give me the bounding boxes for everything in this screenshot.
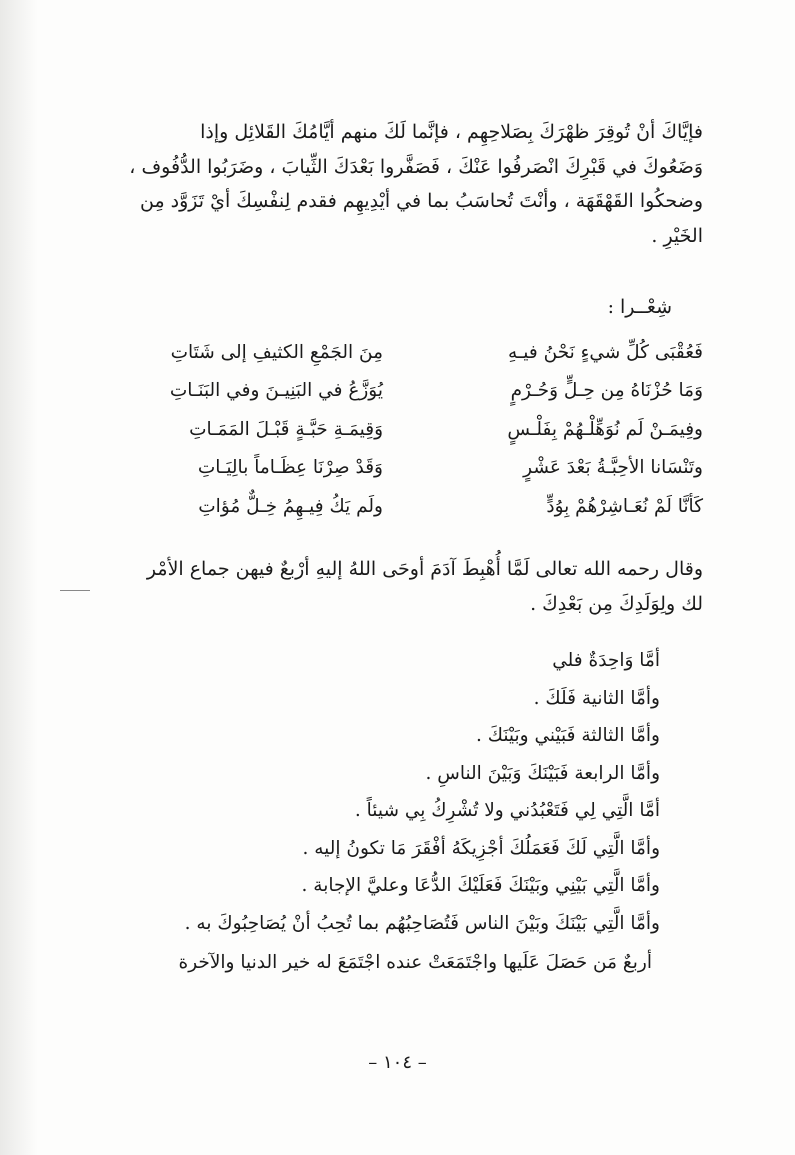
second-paragraph xyxy=(91,552,703,621)
paragraph-line: الخَيْرِ . xyxy=(651,224,703,247)
verse xyxy=(83,372,703,411)
verse-second-hemistich: ولَم يَكُ فِيـهِمُ خِـلٌّ مُؤاتِ xyxy=(198,495,383,517)
closing-line: أربعٌ مَن حَصَلَ عَلَيها واجْتَمَعَتْ عنده اجْتَمَعَ له خير الدنيا والآخرة xyxy=(178,952,652,973)
list-item: وأمَّا الثانية فَلَكَ . xyxy=(533,687,660,709)
list-item: أمَّا وَاحِدَةٌ فلي xyxy=(552,650,660,671)
poem xyxy=(83,333,703,526)
verse-first-hemistich: وتَنْسَانا الأحِبَّـةُ بَعْدَ عَشْرٍ xyxy=(523,457,703,479)
verse-first-hemistich: فَعُقْبَى كُلِّ شيءٍ نَحْنُ فيـهِ xyxy=(507,341,703,363)
list-item: وأمَّا الَّتِي بَيْنَكَ وبَيْنَ الناس فَتُصَاحِبُهُم بما تُحِبُ أنْ يُصَاحِبُوكَ به . xyxy=(184,912,660,934)
verse-second-hemistich: وَقِيمَـةِ حَبَّـةٍ قَبْـلَ المَمَـاتِ xyxy=(189,418,383,440)
paragraph-line: وقال رحمه الله تعالى لَمَّا أُهْبِطَ آدَمَ أوحَى اللهُ إليهِ أرْبعٌ فيهن جماع الأمْر xyxy=(146,558,703,580)
paragraph-line: فإيَّاكَ أنْ تُوقِرَ ظهْرَكَ بِصَلاحِهِم ، فإنَّما لَكَ منهم أيَّامُكَ القَلائِل وإذا xyxy=(200,121,703,143)
list-item: وأمَّا الرابعة فَبَيْنَكَ وَبَيْنَ الناسِ . xyxy=(425,762,660,784)
verse xyxy=(83,487,703,526)
verse xyxy=(83,449,703,488)
page-number: – ١٠٤ – xyxy=(368,1052,427,1073)
verse-first-hemistich: وفِيمَـنْ لَم نُوَهِّلْـهُمْ بِفَلْـسٍ xyxy=(507,418,703,440)
verse-second-hemistich: يُوَزَّعُ في البَنِيـنَ وفي البَنَـاتِ xyxy=(169,380,383,402)
paragraph-line: وضحكُوا القَهْقَهَة ، وأنْتَ تُحاسَبُ بما في أيْدِيهِم فقدم لِنفْسِكَ أيْ تَزَوَّد مِن xyxy=(139,190,703,212)
list-item: وأمَّا الثالثة فَبَيْني وبَيْنَكَ . xyxy=(475,725,660,746)
verse-second-hemistich: مِنَ الجَمْعِ الكثيفِ إلى شَتَاتِ xyxy=(170,341,383,363)
list-item: وأمَّا الَّتِي بَيْنِي وبَيْنَكَ فَعَلَيْكَ الدُّعَا وعليَّ الإجابة . xyxy=(301,875,660,896)
list-item: أمَّا الَّتِي لِي فَتَعْبُدُني ولا تُشْرِكُ بِي شيئاً . xyxy=(354,800,660,821)
margin-mark xyxy=(60,590,90,591)
four-things-list xyxy=(185,642,660,942)
verse xyxy=(83,333,703,372)
poem-heading: شِعْــرا : xyxy=(607,296,672,318)
paragraph-line: لك ولِوَلَدِكَ مِن بَعْدِكَ . xyxy=(530,592,703,615)
opening-paragraph xyxy=(91,115,703,253)
verse-first-hemistich: وَمَا حُزْنَاهُ مِن حِـلٍّ وَحُـرْمٍ xyxy=(510,380,703,402)
list-item: وأمَّا الَّتِي لَكَ فَعَمَلُكَ أجْزِيكَهُ أفْقَرَ مَا تكونُ إليه . xyxy=(302,837,660,859)
verse-first-hemistich: كَأنَّا لَمْ نُعَـاشِرْهُمْ بِوُدٍّ xyxy=(546,495,703,517)
paragraph-line: وَضَعُوكَ في قَبْرِكَ انْصَرفُوا عَنْكَ ، فَصَفَّروا بَعْدَكَ الثِّيابَ ، وضَرَبُوا الدُّفُوف ، xyxy=(129,155,703,178)
verse xyxy=(83,410,703,449)
verse-second-hemistich: وَقَدْ صِرْنَا عِظَـاماً بالِيَـاتِ xyxy=(197,457,383,479)
